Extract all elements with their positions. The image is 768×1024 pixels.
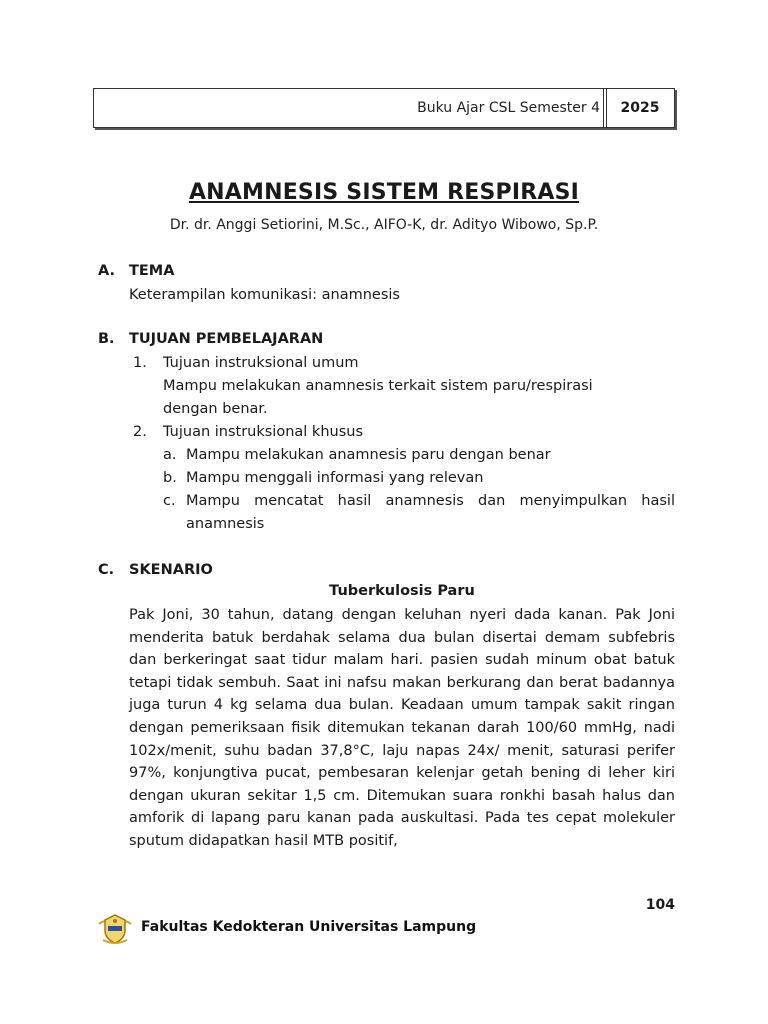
scenario-paragraph: Pak Joni, 30 tahun, datang dengan keluhan nyeri dada kanan. Pak Joni menderita batuk berdahak selama dua bulan disertai demam subfebris dan berkeringat saat tidur malam hari. pasien sudah minum obat batuk tetapi tidak sembuh. Saat ini nafsu makan berkurang dan berat badannya juga turun 4 kg selama dua bulan. Keadaan umum tampak sakit ringan dengan pemeriksaan fisik ditemukan tekanan darah 100/60 mmHg, nadi 102x/menit, suhu badan 37,8°C, laju napas 24x/ menit, saturasi perifer 97%, konjungtiva pucat, pembesaran kelenjar getah bening di leher kiri dengan ukuran sekitar 1,5 cm. Ditemukan suara ronkhi basah halus dan amforik di lapang paru kanan pada auskultasi. Pada tes cepat molekuler sputum didapatkan hasil MTB positif, — [129, 607, 675, 849]
objective-2-label: Tujuan instruksional khusus — [163, 424, 363, 440]
section-c-letter: C. — [98, 562, 115, 578]
objective-2c-text: Mampu mencatat hasil anamnesis dan menyimpulkan hasil — [186, 493, 675, 509]
section-a-text: Keterampilan komunikasi: anamnesis — [129, 287, 400, 303]
section-a-title: TEMA — [129, 263, 175, 279]
objective-1-number: 1. — [133, 355, 147, 371]
objective-2c-letter: c. — [163, 493, 176, 509]
objective-2a-text: Mampu melakukan anamnesis paru dengan benar — [186, 447, 551, 463]
objective-1-label: Tujuan instruksional umum — [163, 355, 359, 371]
header-book-title: Buku Ajar CSL Semester 4 — [417, 100, 600, 116]
objective-2-number: 2. — [133, 424, 147, 440]
objective-2c-text-continued: anamnesis — [186, 516, 265, 532]
objective-2b-text: Mampu menggali informasi yang relevan — [186, 470, 484, 486]
section-b-letter: B. — [98, 331, 115, 347]
document-authors: Dr. dr. Anggi Setiorini, M.Sc., AIFO-K, dr. Adityo Wibowo, Sp.P. — [169, 217, 599, 233]
running-header — [93, 88, 675, 128]
footer-institution: Fakultas Kedokteran Universitas Lampung — [141, 919, 477, 935]
document-title: ANAMNESIS SISTEM RESPIRASI — [188, 180, 580, 205]
section-a-letter: A. — [98, 263, 115, 279]
objective-2a-letter: a. — [163, 447, 177, 463]
objective-1-description-line: Mampu melakukan anamnesis terkait sistem paru/respirasi — [163, 378, 593, 394]
section-c-title: SKENARIO — [129, 562, 213, 578]
crest-band — [108, 926, 122, 931]
objective-1-description-line: dengan benar. — [163, 401, 268, 417]
page-number: 104 — [645, 897, 675, 913]
section-b-title: TUJUAN PEMBELAJARAN — [129, 331, 324, 347]
scenario-title: Tuberkulosis Paru — [329, 583, 475, 599]
university-crest-icon — [97, 910, 133, 946]
header-year: 2025 — [620, 100, 660, 116]
objective-2b-letter: b. — [163, 470, 177, 486]
crest-dot — [113, 919, 117, 923]
